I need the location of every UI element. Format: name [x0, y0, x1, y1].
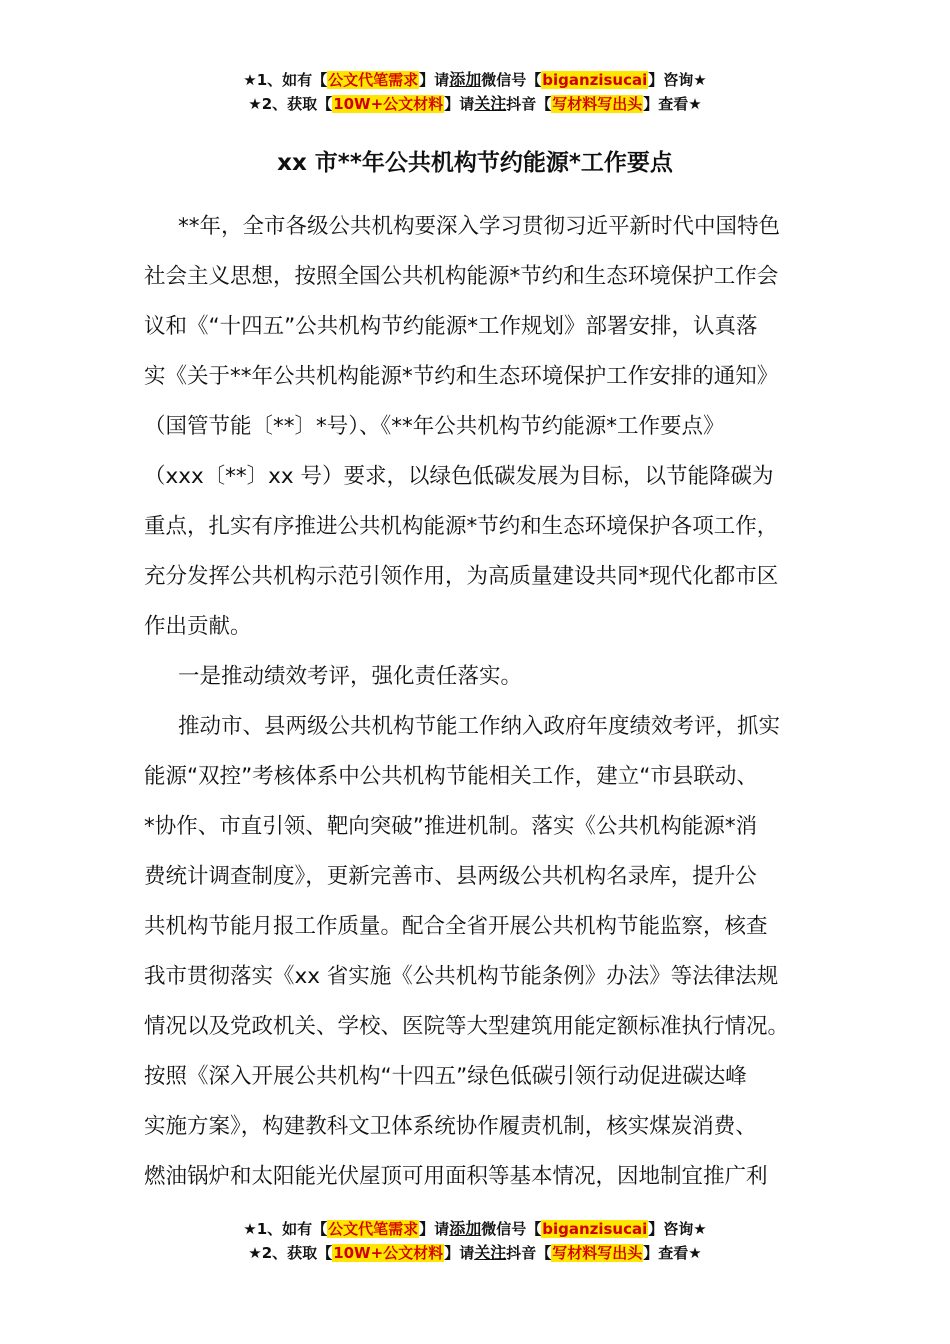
body-line: 实施方案》，构建教科文卫体系统协作履责机制，核实煤炭消费、 [144, 1114, 757, 1139]
banner-text: ★2、获取【 [248, 95, 333, 113]
footer-banner-line-1 [0, 1217, 950, 1241]
document-title: xx 市**年公共机构节约能源*工作要点 [277, 150, 673, 176]
banner-highlight: 写材料写出头 [552, 1244, 643, 1262]
body-line: 社会主义思想，按照全国公共机构能源*节约和生态环境保护工作会 [144, 264, 779, 289]
body-line: 议和《“十四五”公共机构节约能源*工作规划》部署安排，认真落 [144, 314, 758, 339]
body-line: 充分发挥公共机构示范引领作用，为高质量建设共同*现代化都市区 [144, 564, 779, 589]
document-body [144, 202, 809, 1202]
banner-text: 】请 [419, 1220, 450, 1238]
body-line: 共机构节能月报工作质量。配合全省开展公共机构节能监察，核查 [144, 914, 768, 939]
body-line: 我市贯彻落实《xx 省实施《公共机构节能条例》办法》等法律法规 [144, 964, 779, 989]
body-line: *协作、市直引领、靶向突破”推进机制。落实《公共机构能源*消 [144, 814, 758, 839]
body-line: **年，全市各级公共机构要深入学习贯彻习近平新时代中国特色 [178, 214, 781, 239]
body-line: 重点，扎实有序推进公共机构能源*节约和生态环境保护各项工作， [144, 514, 779, 539]
body-line: 燃油锅炉和太阳能光伏屋顶可用面积等基本情况，因地制宜推广利 [144, 1164, 768, 1189]
banner-emphasis: 添加 [449, 1219, 482, 1238]
banner-text: 】查看★ [643, 95, 702, 113]
banner-emphasis: 关注 [474, 1243, 507, 1262]
banner-highlight: 10W+公文材料 [333, 1244, 444, 1262]
banner-text: 】查看★ [643, 1244, 702, 1262]
banner-text: 微信号【 [481, 71, 542, 89]
header-banner-line-2 [0, 92, 950, 116]
body-line: 按照《深入开展公共机构“十四五”绿色低碳引领行动促进碳达峰 [144, 1064, 747, 1089]
header-banner-line-1 [0, 68, 950, 92]
banner-text: 微信号【 [481, 1220, 542, 1238]
banner-highlight: 10W+公文材料 [333, 95, 444, 113]
banner-text: ★1、如有【 [243, 1220, 328, 1238]
banner-highlight: 写材料写出头 [552, 95, 643, 113]
footer-banner-line-2 [0, 1241, 950, 1265]
body-line: 能源“双控”考核体系中公共机构节能相关工作，建立“市县联动、 [144, 764, 758, 789]
banner-text: 】咨询★ [648, 71, 707, 89]
banner-text: 】请 [444, 1244, 475, 1262]
banner-highlight: biganzisucai [542, 71, 648, 89]
banner-text: 】请 [444, 95, 475, 113]
body-line: 实《关于**年公共机构能源*节约和生态环境保护工作安排的通知》 [144, 364, 779, 389]
body-line: 费统计调查制度》，更新完善市、县两级公共机构名录库，提升公 [144, 864, 757, 889]
banner-text: ★1、如有【 [243, 71, 328, 89]
footer-banner [0, 1217, 950, 1265]
body-line: （xxx〔**〕xx 号）要求，以绿色低碳发展为目标，以节能降碳为 [144, 464, 774, 489]
banner-emphasis: 关注 [474, 94, 507, 113]
body-line: 作出贡献。 [144, 614, 252, 639]
banner-emphasis: 添加 [449, 70, 482, 89]
banner-highlight: biganzisucai [542, 1220, 648, 1238]
banner-highlight: 公文代笔需求 [328, 71, 419, 89]
body-line: （国管节能〔**〕*号）、《**年公共机构节约能源*工作要点》 [144, 414, 725, 439]
banner-text: ★2、获取【 [248, 1244, 333, 1262]
banner-text: 】咨询★ [648, 1220, 707, 1238]
banner-highlight: 公文代笔需求 [328, 1220, 419, 1238]
banner-text: 】请 [419, 71, 450, 89]
section-heading: 一是推动绩效考评，强化责任落实。 [178, 664, 523, 689]
banner-text: 抖音【 [506, 95, 552, 113]
header-banner [0, 68, 950, 116]
body-line: 情况以及党政机关、学校、医院等大型建筑用能定额标准执行情况。 [144, 1014, 790, 1039]
banner-text: 抖音【 [506, 1244, 552, 1262]
body-line: 推动市、县两级公共机构节能工作纳入政府年度绩效考评，抓实 [178, 714, 781, 739]
